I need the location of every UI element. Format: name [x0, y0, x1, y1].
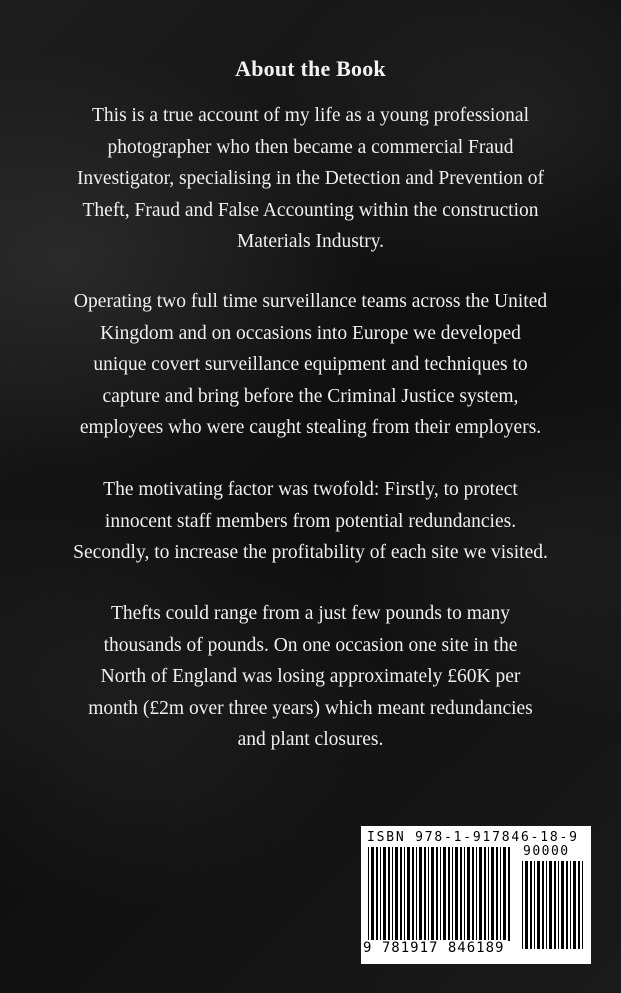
barcode-bar [407, 847, 410, 941]
barcode-bar [395, 847, 398, 941]
barcode-bar [570, 861, 571, 949]
barcode-bar [525, 861, 528, 949]
barcode-bar [428, 847, 429, 941]
addon-barcode-bars [521, 861, 585, 957]
barcode-bar [455, 847, 458, 941]
isbn-barcode [361, 826, 591, 964]
barcode-bar [566, 861, 568, 949]
barcode-bar [392, 847, 393, 941]
barcode-bar [476, 847, 477, 941]
paragraph-line: innocent staff members from potential redundancies. [104, 510, 517, 532]
barcode-bar [464, 847, 465, 949]
barcode-bar [419, 847, 422, 941]
barcode-bar [404, 847, 405, 941]
paragraph-line: The motivating factor was twofold: Firstly, to protect [103, 479, 518, 500]
barcode-bar [467, 847, 470, 949]
barcode-bar [443, 847, 446, 941]
barcode-bar [376, 847, 378, 941]
barcode-bar [484, 847, 486, 941]
barcode-bar [554, 861, 556, 949]
barcode-bar [431, 847, 434, 941]
paragraph-line: thousands of pounds. On one occasion one site in the [103, 634, 518, 656]
barcode-bar [488, 847, 489, 941]
barcode-bar [546, 861, 547, 949]
barcode-bar [534, 861, 535, 949]
barcode-bar [558, 861, 559, 949]
paragraph-intro [30, 100, 591, 258]
barcode-bar [496, 847, 498, 941]
barcode-bar [383, 847, 386, 941]
barcode-bar [424, 847, 426, 941]
barcode-bar [491, 847, 494, 941]
barcode-bar [500, 847, 501, 941]
barcode-bar [452, 847, 453, 941]
barcode-bar [578, 861, 580, 949]
paragraph-line: and plant closures. [237, 729, 384, 750]
paragraph-line: photographer who then became a commercial Fraud [107, 136, 514, 158]
paragraph-line: Thefts could range from a just few pounds to many [110, 603, 511, 624]
section-heading: About the Book [235, 56, 386, 81]
barcode-bar [416, 847, 417, 941]
barcode-bar [542, 861, 544, 949]
paragraph-motivation [30, 474, 591, 569]
barcode-bar [440, 847, 441, 941]
paragraph-line: capture and bring before the Criminal Justice system, [102, 385, 519, 407]
barcode-bar [582, 861, 583, 949]
barcode-bar [537, 861, 540, 949]
barcode-bar [368, 847, 369, 949]
paragraph-line: Investigator, specialising in the Detection and Prevention of [76, 168, 545, 189]
barcode-bar [371, 847, 374, 949]
barcode-bar [400, 847, 402, 941]
paragraph-line: Operating two full time surveillance teams across the United [73, 291, 548, 312]
barcode-bar [530, 861, 532, 949]
barcode-bar [448, 847, 450, 941]
paragraph-line: Kingdom and on occasions into Europe we developed [100, 322, 521, 344]
paragraph-line: North of England was losing approximately £60K per [100, 666, 521, 687]
paragraph-surveillance [30, 286, 591, 444]
barcode-bar [380, 847, 381, 941]
barcode-bar [573, 861, 576, 949]
addon-code: 90000 [523, 844, 570, 859]
paragraph-line: employees who were caught stealing from their employers. [79, 417, 542, 438]
isbn-label: ISBN 978-1-917846-18-9 [367, 830, 579, 845]
ean-barcode-bars [367, 847, 513, 949]
ean-digits: 9 781917 846189 [363, 940, 505, 956]
paragraph-line: Secondly, to increase the profitability of each site we visited. [73, 542, 548, 563]
paragraph-line: unique covert surveillance equipment and techniques to [93, 354, 528, 375]
paragraph-line: Theft, Fraud and False Accounting within the construction [82, 199, 539, 221]
paragraph-line: This is a true account of my life as a young professional [91, 105, 529, 126]
barcode-bar [479, 847, 482, 941]
barcode-bar [460, 847, 462, 941]
barcode-bar [436, 847, 438, 941]
paragraph-thefts [30, 598, 591, 756]
barcode-bar [522, 861, 523, 949]
barcode-bar [561, 861, 564, 949]
barcode-bar [549, 861, 552, 949]
barcode-bar [388, 847, 390, 941]
barcode-bar [412, 847, 414, 941]
barcode-bar [508, 847, 510, 941]
barcode-bar [503, 847, 506, 941]
paragraph-line: month (£2m over three years) which meant redundancies [88, 697, 533, 719]
paragraph-line: Materials Industry. [236, 231, 385, 252]
barcode-bar [472, 847, 474, 941]
